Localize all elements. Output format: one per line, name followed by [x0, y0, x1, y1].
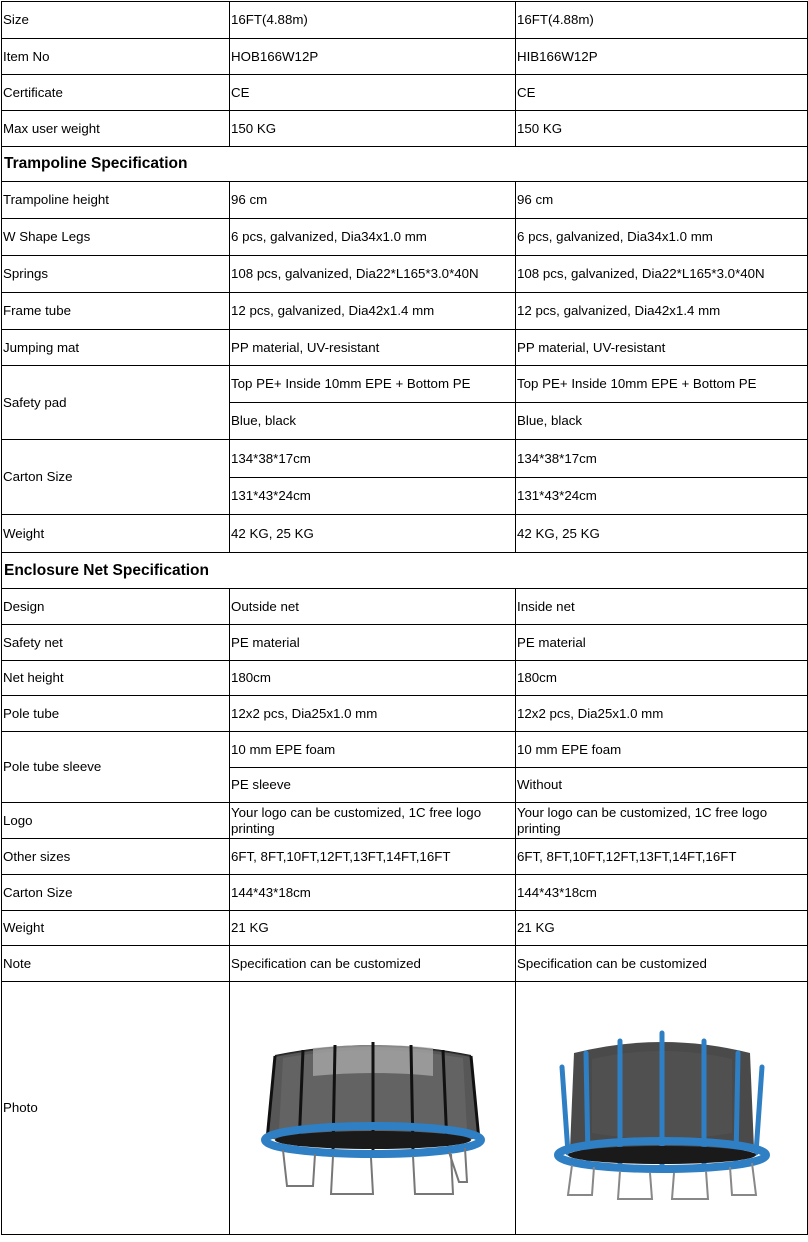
value-outside: Your logo can be customized, 1C free logo printing [230, 803, 516, 839]
table-row [2, 39, 808, 75]
value-inside: 12 pcs, galvanized, Dia42x1.4 mm [516, 293, 808, 330]
row-label: Logo [2, 803, 230, 839]
row-label: Safety pad [2, 366, 230, 440]
value-inside: PE material [516, 625, 808, 661]
value-inside: 6 pcs, galvanized, Dia34x1.0 mm [516, 219, 808, 256]
row-label: Photo [2, 982, 230, 1235]
table-row [2, 515, 808, 553]
trampoline-outside-net-image [253, 1018, 493, 1198]
table-row [2, 946, 808, 982]
row-label: Size [2, 2, 230, 39]
row-label: Jumping mat [2, 330, 230, 366]
value-inside: Your logo can be customized, 1C free logo printing [516, 803, 808, 839]
table-row [2, 875, 808, 911]
table-row [2, 366, 808, 403]
table-row [2, 661, 808, 696]
value-inside: 16FT(4.88m) [516, 2, 808, 39]
value-inside: 10 mm EPE foam [516, 732, 808, 768]
value-outside: 96 cm [230, 182, 516, 219]
value-inside: Specification can be customized [516, 946, 808, 982]
table-row [2, 440, 808, 478]
value-inside: Blue, black [516, 403, 808, 440]
table-row [2, 625, 808, 661]
value-outside: 10 mm EPE foam [230, 732, 516, 768]
value-inside: CE [516, 75, 808, 111]
photo-inside-net [516, 982, 808, 1235]
row-label: Pole tube [2, 696, 230, 732]
section-title-trampoline: Trampoline Specification [2, 147, 808, 182]
value-outside: 42 KG, 25 KG [230, 515, 516, 553]
value-inside: 42 KG, 25 KG [516, 515, 808, 553]
row-label: Carton Size [2, 875, 230, 911]
row-label: Item No [2, 39, 230, 75]
row-label: Net height [2, 661, 230, 696]
table-row [2, 589, 808, 625]
table-row [2, 2, 808, 39]
value-outside: CE [230, 75, 516, 111]
photo-outside-net [230, 982, 516, 1235]
value-outside: 12 pcs, galvanized, Dia42x1.4 mm [230, 293, 516, 330]
row-label: Certificate [2, 75, 230, 111]
spec-table [1, 1, 808, 1235]
row-label: Safety net [2, 625, 230, 661]
value-inside: 131*43*24cm [516, 478, 808, 515]
value-outside: 16FT(4.88m) [230, 2, 516, 39]
value-inside: 150 KG [516, 111, 808, 147]
value-outside: 150 KG [230, 111, 516, 147]
row-label: W Shape Legs [2, 219, 230, 256]
row-label: Springs [2, 256, 230, 293]
value-inside: 134*38*17cm [516, 440, 808, 478]
value-inside: 180cm [516, 661, 808, 696]
value-outside: 144*43*18cm [230, 875, 516, 911]
value-inside: 21 KG [516, 911, 808, 946]
value-inside: PP material, UV-resistant [516, 330, 808, 366]
row-label: Design [2, 589, 230, 625]
row-label: Trampoline height [2, 182, 230, 219]
row-label: Weight [2, 911, 230, 946]
table-row [2, 182, 808, 219]
value-inside: Inside net [516, 589, 808, 625]
value-inside: Without [516, 768, 808, 803]
row-label: Max user weight [2, 111, 230, 147]
row-label: Weight [2, 515, 230, 553]
table-row [2, 839, 808, 875]
value-outside: PP material, UV-resistant [230, 330, 516, 366]
value-outside: Specification can be customized [230, 946, 516, 982]
table-row [2, 219, 808, 256]
value-inside: 12x2 pcs, Dia25x1.0 mm [516, 696, 808, 732]
value-inside: 96 cm [516, 182, 808, 219]
value-outside: 12x2 pcs, Dia25x1.0 mm [230, 696, 516, 732]
value-outside: 6FT, 8FT,10FT,12FT,13FT,14FT,16FT [230, 839, 516, 875]
value-outside: HOB166W12P [230, 39, 516, 75]
photo-row [2, 982, 808, 1235]
value-inside: Top PE+ Inside 10mm EPE + Bottom PE [516, 366, 808, 403]
table-row [2, 696, 808, 732]
row-label: Note [2, 946, 230, 982]
table-row [2, 803, 808, 839]
table-row [2, 256, 808, 293]
row-label: Frame tube [2, 293, 230, 330]
value-outside: Outside net [230, 589, 516, 625]
row-label: Pole tube sleeve [2, 732, 230, 803]
table-row [2, 293, 808, 330]
value-inside: 6FT, 8FT,10FT,12FT,13FT,14FT,16FT [516, 839, 808, 875]
value-outside: 131*43*24cm [230, 478, 516, 515]
trampoline-inside-net-image [542, 1013, 782, 1203]
table-row [2, 911, 808, 946]
row-label: Carton Size [2, 440, 230, 515]
value-outside: PE sleeve [230, 768, 516, 803]
value-outside: 180cm [230, 661, 516, 696]
table-row [2, 111, 808, 147]
section-title-net: Enclosure Net Specification [2, 553, 808, 589]
row-label: Other sizes [2, 839, 230, 875]
section-header-row [2, 553, 808, 589]
value-inside: 144*43*18cm [516, 875, 808, 911]
table-row [2, 75, 808, 111]
value-outside: 21 KG [230, 911, 516, 946]
table-row [2, 330, 808, 366]
value-outside: 108 pcs, galvanized, Dia22*L165*3.0*40N [230, 256, 516, 293]
section-header-row [2, 147, 808, 182]
value-inside: 108 pcs, galvanized, Dia22*L165*3.0*40N [516, 256, 808, 293]
value-outside: Top PE+ Inside 10mm EPE + Bottom PE [230, 366, 516, 403]
value-outside: 6 pcs, galvanized, Dia34x1.0 mm [230, 219, 516, 256]
table-row [2, 732, 808, 768]
value-outside: PE material [230, 625, 516, 661]
value-outside: Blue, black [230, 403, 516, 440]
value-outside: 134*38*17cm [230, 440, 516, 478]
value-inside: HIB166W12P [516, 39, 808, 75]
